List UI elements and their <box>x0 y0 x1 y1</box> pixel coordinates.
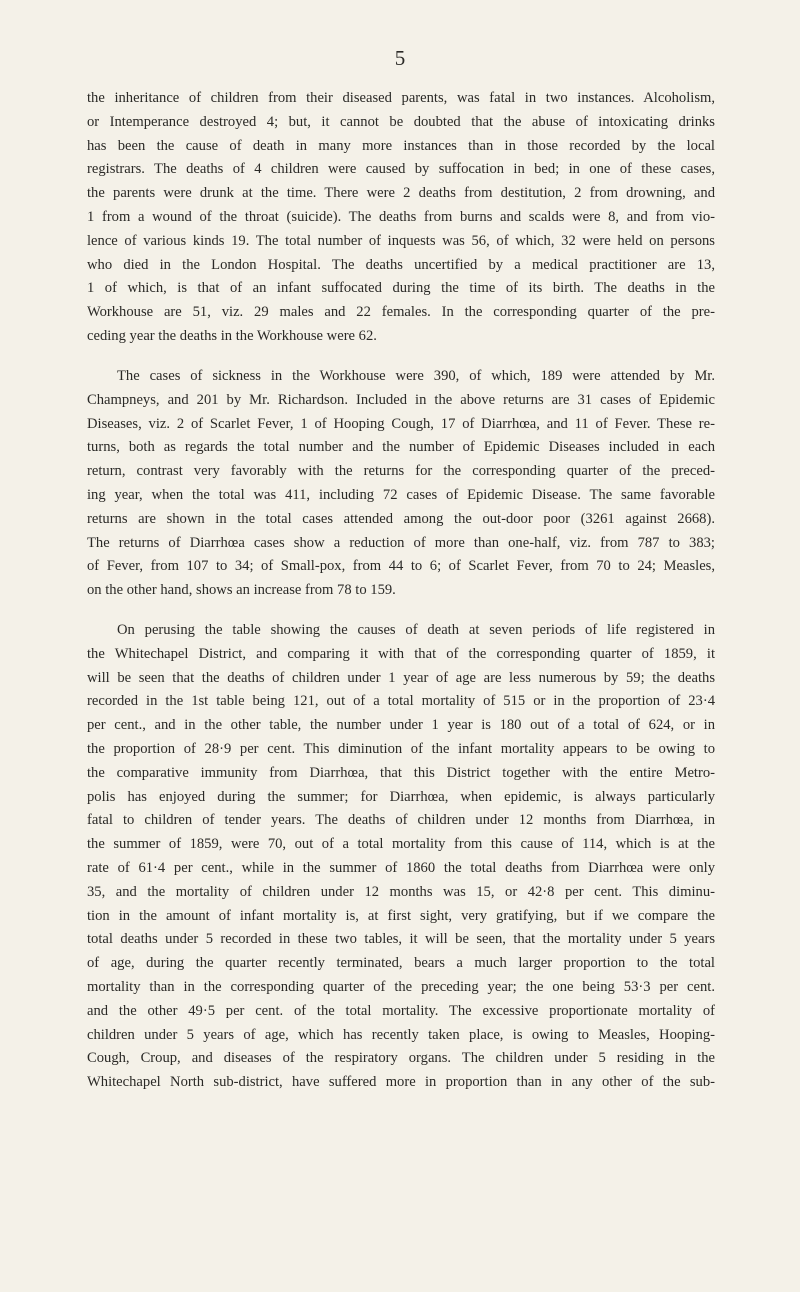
text-line: tion in the amount of infant mortality is, at first sight, very gratifying, but if we compare the <box>87 907 715 924</box>
text-line: the Whitechapel District, and comparing it with that of the corresponding quarter of 1859, it <box>87 645 715 662</box>
text-line: On perusing the table showing the causes of death at seven periods of life registered in <box>117 622 715 638</box>
text-line: will be seen that the deaths of children under 1 year of age are less numerous by 59; the deaths <box>87 669 715 686</box>
text-line: has been the cause of death in many more instances than in those recorded by the local <box>87 137 715 154</box>
text-line: fatal to children of tender years. The deaths of children under 12 months from Diarrhœa, in <box>87 812 715 829</box>
paragraph-inquests <box>87 87 715 349</box>
text-line: ceding year the deaths in the Workhouse were 62. <box>87 327 377 344</box>
text-line: 35, and the mortality of children under 12 months was 15, or 42·8 per cent. This diminu- <box>87 883 715 900</box>
text-line: the comparative immunity from Diarrhœa, that this District together with the entire Metro- <box>87 764 715 781</box>
text-line: Workhouse are 51, viz. 29 males and 22 females. In the corresponding quarter of the pre- <box>87 304 715 321</box>
text-line: 1 of which, is that of an infant suffocated during the time of its birth. The deaths in the <box>87 280 715 297</box>
text-line: Cough, Croup, and diseases of the respiratory organs. The children under 5 residing in the <box>87 1050 715 1067</box>
text-line: returns are shown in the total cases attended among the out-door poor (3261 against 2668). <box>87 510 715 527</box>
text-line: registrars. The deaths of 4 children were caused by suffocation in bed; in one of these cases, <box>87 161 715 178</box>
text-line: Whitechapel North sub-district, have suffered more in proportion than in any other of the sub- <box>87 1074 715 1091</box>
text-line: recorded in the 1st table being 121, out of a total mortality of 515 or in the proportion of 23·4 <box>87 693 715 710</box>
text-line: on the other hand, shows an increase from 78 to 159. <box>87 582 396 599</box>
text-line: per cent., and in the other table, the number under 1 year is 180 out of a total of 624, or in <box>87 717 715 734</box>
page-number: 5 <box>394 46 406 70</box>
text-line: of age, during the quarter recently terminated, bears a much larger proportion to the total <box>87 955 715 972</box>
text-line: total deaths under 5 recorded in these two tables, it will be seen, that the mortality under 5 years <box>87 931 715 948</box>
text-line: return, contrast very favorably with the returns for the corresponding quarter of the preced- <box>87 463 715 480</box>
text-line: 1 from a wound of the throat (suicide). The deaths from burns and scalds were 8, and from vio- <box>87 208 715 225</box>
text-line: the parents were drunk at the time. There were 2 deaths from destitution, 2 from drowning, and <box>87 185 715 202</box>
text-line: polis has enjoyed during the summer; for Diarrhœa, when epidemic, is always particularly <box>87 788 715 805</box>
text-line: The returns of Diarrhœa cases show a reduction of more than one-half, viz. from 787 to 383; <box>87 534 715 551</box>
text-line: who died in the London Hospital. The deaths uncertified by a medical practitioner are 13, <box>87 256 715 273</box>
text-line: the proportion of 28·9 per cent. This diminution of the infant mortality appears to be owing to <box>87 740 715 757</box>
text-line: Champneys, and 201 by Mr. Richardson. Included in the above returns are 31 cases of Epidemic <box>87 391 715 408</box>
text-line: The cases of sickness in the Workhouse were 390, of which, 189 were attended by Mr. <box>117 368 715 384</box>
text-line: of Fever, from 107 to 34; of Small-pox, from 44 to 6; of Scarlet Fever, from 70 to 24; Measles, <box>87 558 715 575</box>
text-line: or Intemperance destroyed 4; but, it cannot be doubted that the abuse of intoxicating drinks <box>87 113 715 130</box>
text-line: rate of 61·4 per cent., while in the summer of 1860 the total deaths from Diarrhœa were only <box>87 859 715 876</box>
text-line: the summer of 1859, were 70, out of a total mortality from this cause of 114, which is at the <box>87 836 715 853</box>
text-line: Diseases, viz. 2 of Scarlet Fever, 1 of Hooping Cough, 17 of Diarrhœa, and 11 of Fever. These re- <box>87 415 715 432</box>
text-line: the inheritance of children from their diseased parents, was fatal in two instances. Alcoholism, <box>87 90 715 106</box>
text-line: ing year, when the total was 411, including 72 cases of Epidemic Disease. The same favorable <box>87 486 715 503</box>
text-line: mortality than in the corresponding quarter of the preceding year; the one being 53·3 per cent. <box>87 978 715 995</box>
text-line: lence of various kinds 19. The total number of inquests was 56, of which, 32 were held on persons <box>87 232 715 249</box>
text-line: turns, both as regards the total number and the number of Epidemic Diseases included in each <box>87 439 715 456</box>
text-line: and the other 49·5 per cent. of the total mortality. The excessive proportionate mortality of <box>87 1002 715 1019</box>
text-line: children under 5 years of age, which has recently taken place, is owing to Measles, Hooping- <box>87 1026 715 1043</box>
paragraph-infant-mortality <box>87 619 715 1095</box>
paragraph-workhouse-sickness <box>87 365 715 603</box>
